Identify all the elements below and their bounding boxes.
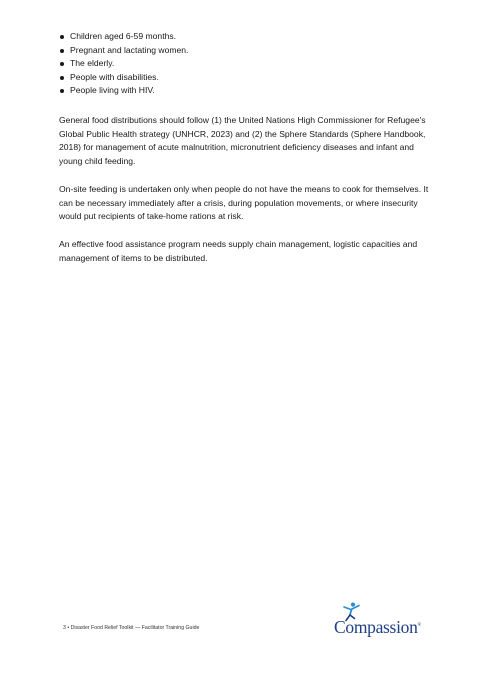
list-item bbox=[59, 30, 188, 44]
list-item bbox=[59, 84, 188, 98]
list-item-text: People with disabilities. bbox=[70, 71, 159, 82]
logo-wordmark: Compassion® bbox=[334, 617, 422, 637]
bullet-list bbox=[59, 30, 188, 98]
list-item-text: People living with HIV. bbox=[70, 85, 155, 96]
paragraph-food-assistance-program: An effective food assistance program needs supply chain management, logistic capacities and management of items to be distributed. bbox=[59, 239, 418, 263]
list-item bbox=[59, 44, 188, 58]
list-item-text: Children aged 6-59 months. bbox=[70, 31, 177, 41]
paragraph-onsite-feeding: On-site feeding is undertaken only when people do not have the means to cook for themselves. It can be necessary immediately after a crisis, during population movements, or where insecurity would put recipients of take-home rations at risk. bbox=[59, 184, 429, 222]
bullet-dot-icon bbox=[60, 89, 64, 93]
registered-mark: ® bbox=[417, 623, 422, 629]
bullet-dot-icon bbox=[60, 62, 64, 66]
bullet-dot-icon bbox=[60, 35, 64, 39]
page-footer: 3 • Disaster Food Relief Toolkit — Facilitator Training Guide bbox=[63, 625, 200, 631]
compassion-logo bbox=[334, 602, 430, 640]
list-item-text: The elderly. bbox=[70, 58, 115, 69]
paragraph-distribution-standards: General food distributions should follow (1) the United Nations High Commissioner for Refugee's Global Public Health strategy (UNHCR, 2023) and (2) the Sphere Standards (Sphere Handbook, 2018) for management of acute malnutrition, micronutrient deficiency diseases and infant and young child feeding. bbox=[59, 115, 426, 166]
list-item bbox=[59, 71, 188, 85]
list-item bbox=[59, 57, 188, 71]
bullet-dot-icon bbox=[60, 76, 64, 80]
list-item-text: Pregnant and lactating women. bbox=[70, 44, 189, 55]
bullet-dot-icon bbox=[60, 49, 64, 53]
